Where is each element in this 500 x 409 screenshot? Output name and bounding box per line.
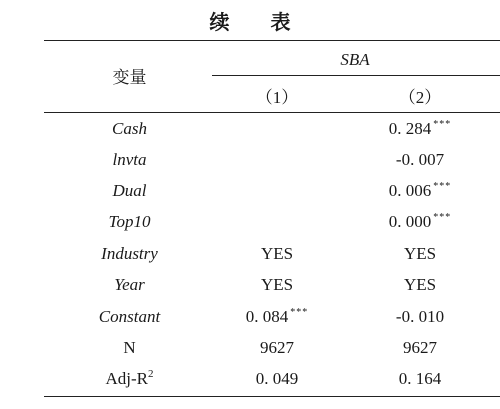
cell-value: 0. 164 — [398, 369, 442, 388]
cell-value: 0. 049 — [255, 369, 299, 388]
column-2-value — [342, 338, 498, 358]
cell-value: 9627 — [403, 338, 437, 357]
cell-value: 0. 006 — [388, 181, 432, 200]
significance-stars: *** — [433, 212, 452, 223]
variable-name-text: Dual — [112, 181, 147, 200]
variable-name-text: Constant — [98, 307, 161, 326]
row-variable-name — [47, 307, 212, 327]
cell-value: -0. 007 — [395, 150, 445, 169]
cell-value: -0. 010 — [395, 307, 445, 326]
column-1-header: （1） — [255, 88, 299, 107]
column-2-value — [342, 119, 498, 142]
column-2-value — [342, 181, 498, 204]
cell-value: YES — [260, 244, 294, 263]
row-variable-name — [47, 338, 212, 358]
column-2-value — [342, 275, 498, 295]
column-1-value — [212, 307, 342, 330]
variable-name-text: Cash — [112, 119, 147, 138]
row-variable-name — [47, 150, 212, 170]
column-2-value — [342, 212, 498, 235]
column-1-value — [212, 275, 342, 295]
variable-name-text: Top10 — [108, 212, 151, 231]
significance-stars: *** — [433, 119, 452, 130]
cell-value: 0. 000 — [388, 212, 432, 231]
top-rule — [44, 40, 500, 41]
row-variable-name — [47, 275, 212, 295]
column-2-value — [342, 150, 498, 170]
header-rule — [44, 112, 500, 113]
cell-value: 0. 284 — [388, 119, 432, 138]
column-2-header: （2） — [398, 88, 442, 107]
row-variable-name — [47, 119, 212, 139]
variable-name-text: lnvta — [112, 150, 147, 169]
column-1-value — [212, 338, 342, 358]
variable-name-text: Year — [114, 275, 145, 294]
variable-name-text: Industry — [101, 244, 158, 263]
bottom-rule — [44, 396, 500, 397]
column-2-value — [342, 369, 498, 389]
significance-stars: *** — [433, 181, 452, 192]
group-rule — [212, 75, 500, 76]
cell-value: 0. 084 — [245, 307, 289, 326]
column-2-value — [342, 244, 498, 264]
column-2-value — [342, 307, 498, 327]
row-variable-name — [47, 244, 212, 264]
row-variable-name — [47, 212, 212, 232]
variable-column-header: 变量 — [112, 68, 147, 88]
column-1-value — [212, 369, 342, 389]
significance-stars: *** — [290, 307, 309, 318]
cell-value: YES — [403, 244, 437, 263]
column-1-value — [212, 244, 342, 264]
sba-group-header: SBA — [340, 50, 370, 69]
variable-name-superscript: 2 — [148, 368, 154, 380]
row-variable-name — [47, 369, 212, 391]
row-variable-name — [47, 181, 212, 201]
variable-name-text: Adj-R — [105, 369, 148, 388]
table-title: 续 表 — [209, 12, 309, 34]
cell-value: YES — [260, 275, 294, 294]
cell-value: 9627 — [260, 338, 294, 357]
variable-name-text: N — [123, 338, 136, 357]
cell-value: YES — [403, 275, 437, 294]
